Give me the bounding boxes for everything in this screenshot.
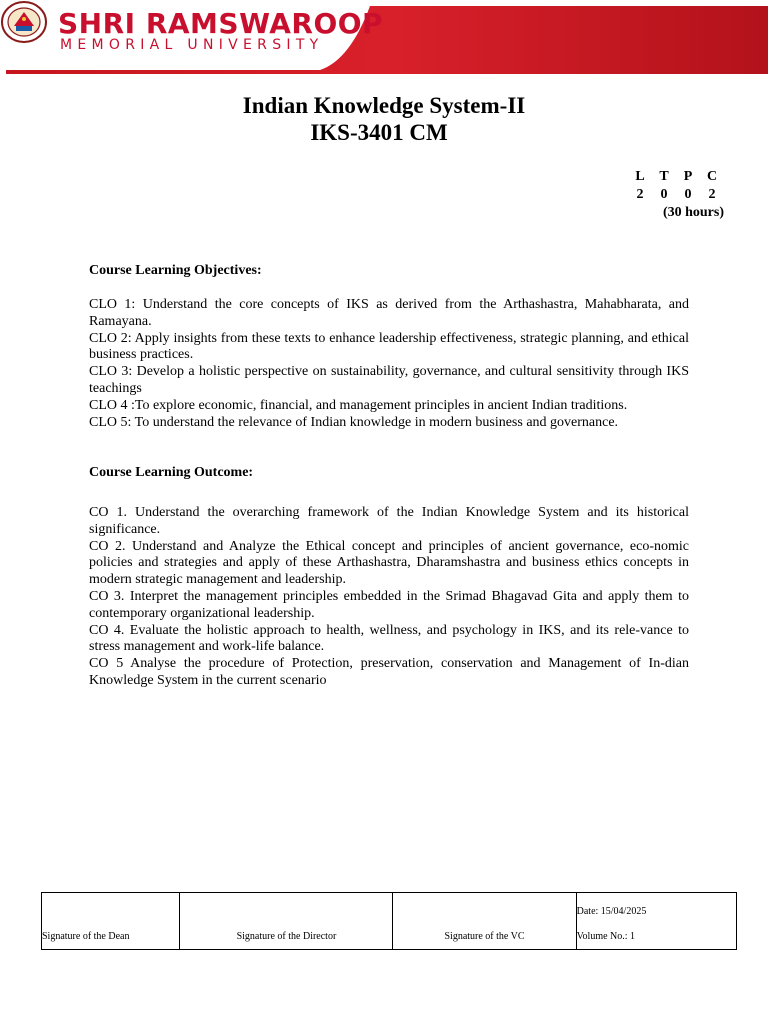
date-volume-cell: [576, 893, 736, 950]
course-title: Indian Knowledge System-II: [242, 93, 526, 118]
co-heading: Course Learning Outcome:: [89, 465, 254, 480]
university-subtitle: MEMORIAL UNIVERSITY: [60, 37, 324, 53]
clo-item: CLO 1: Understand the core concepts of IKS as derived from the Arthashastra, Mahabharata, and Ramayana.: [89, 297, 689, 329]
ltpc-value: 0: [684, 187, 692, 202]
ltpc-values: [614, 186, 724, 204]
ltpc-label: T: [659, 169, 669, 184]
ltpc-value: 2: [708, 187, 716, 202]
director-signature-cell: Signature of the Director: [180, 893, 393, 950]
clo-item: CLO 5: To understand the relevance of Indian knowledge in modern business and governance.: [89, 414, 619, 430]
university-seal-icon: [0, 0, 48, 44]
co-item: CO 1. Understand the overarching framework of the Indian Knowledge System and its historical significance.: [89, 505, 689, 537]
signature-table: [41, 892, 737, 950]
ltpc-block: [614, 168, 724, 222]
co-item: CO 5 Analyse the procedure of Protection, preservation, conservation and Management of In-dian Knowledge System in the current scenario: [89, 656, 689, 688]
ltpc-label: C: [706, 169, 718, 184]
co-item: CO 3. Interpret the management principles embedded in the Srimad Bhagavad Gita and apply them to contemporary organizational leadership.: [89, 588, 689, 621]
dean-signature-cell: Signature of the Dean: [42, 893, 180, 950]
clo-list: [89, 297, 689, 431]
clo-item: CLO 2: Apply insights from these texts to enhance leadership effectiveness, strategic planning, and ethical business practices.: [89, 330, 689, 363]
co-list: [89, 505, 689, 690]
co-item: CO 2. Understand and Analyze the Ethical concept and principles of ancient governance, eco-nomic policies and strategies and apply of these Arthashastra, Dharamshastra and business ethics concepts in modern strategic management and leadership.: [89, 538, 689, 588]
ltpc-value: 0: [660, 187, 668, 202]
ltpc-labels: [614, 168, 724, 186]
co-item: CO 4. Evaluate the holistic approach to health, wellness, and psychology in IKS, and its rele-vance to stress management and work-life balance.: [89, 622, 689, 655]
clo-item: CLO 3: Develop a holistic perspective on sustainability, governance, and cultural sensitivity through IKS teachings: [89, 364, 689, 396]
ltpc-label: P: [683, 169, 693, 184]
approval-date: Date: 15/04/2025: [576, 906, 647, 917]
clo-heading: Course Learning Objectives:: [89, 263, 262, 278]
course-hours: (30 hours): [662, 205, 724, 220]
ltpc-label: L: [635, 169, 645, 184]
vc-signature-cell: Signature of the VC: [393, 893, 576, 950]
course-code: IKS-3401 CM: [310, 120, 448, 145]
clo-item: CLO 4 :To explore economic, financial, and management principles in ancient Indian traditions.: [89, 397, 628, 413]
ltpc-value: 2: [636, 187, 644, 202]
university-name: SHRI RAMSWAROOP: [58, 7, 384, 40]
university-header: [0, 0, 768, 78]
volume-number: Volume No.: 1: [576, 931, 636, 942]
